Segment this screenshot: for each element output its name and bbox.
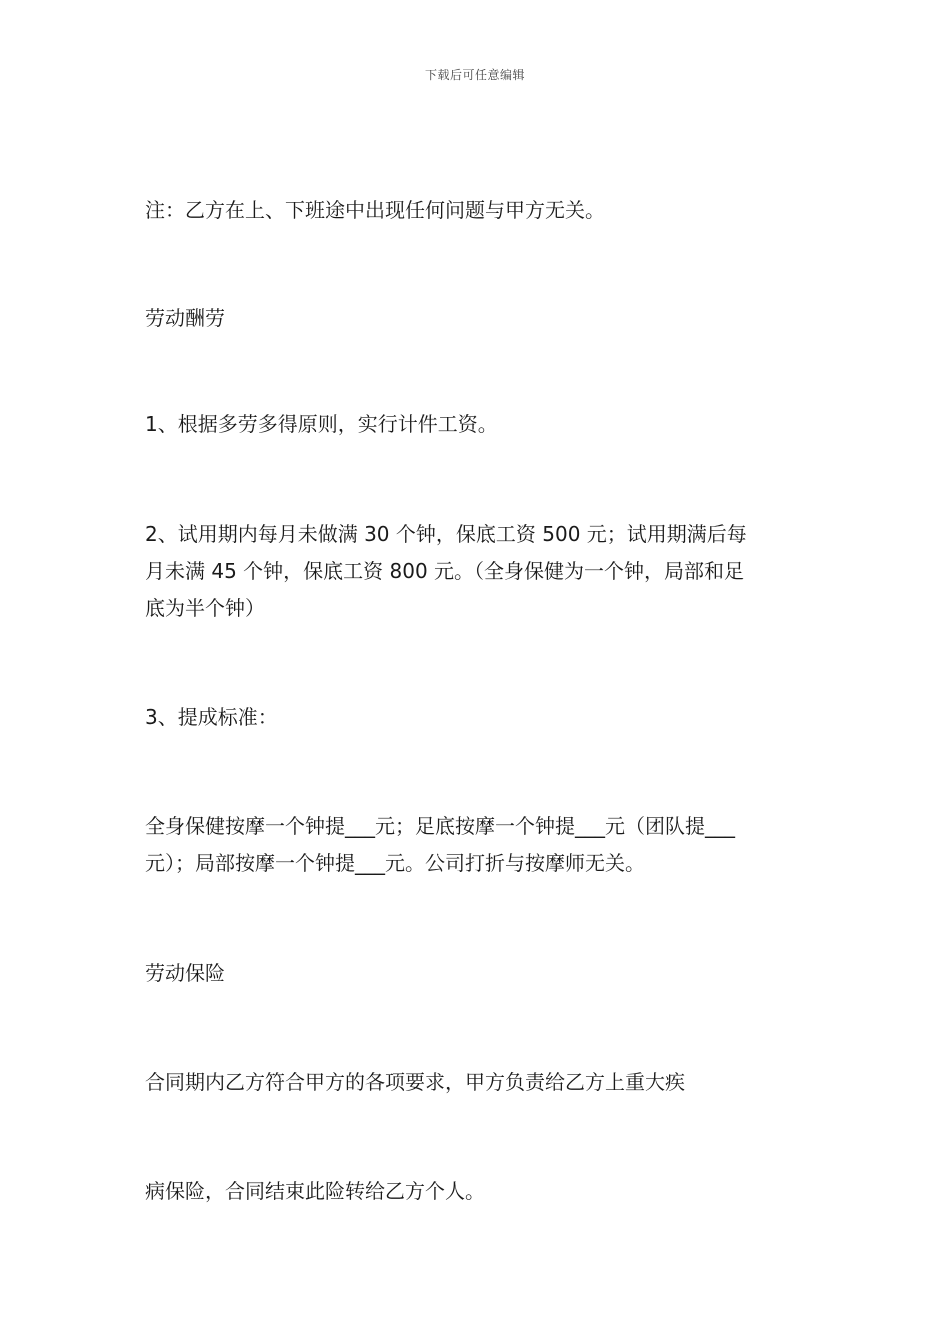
compensation-item-2-line: 月未满 45 个钟，保底工资 800 元。（全身保健为一个钟，局部和足 bbox=[145, 559, 745, 583]
section-heading-compensation: 劳动酬劳 bbox=[145, 306, 225, 330]
compensation-item-2-line: 2、试用期内每月未做满 30 个钟，保底工资 500 元；试用期满后每 bbox=[145, 522, 747, 546]
compensation-item-2-line: 底为半个钟） bbox=[145, 596, 265, 620]
commission-standard-paragraph bbox=[145, 808, 813, 882]
insurance-paragraph-line-1: 合同期内乙方符合甲方的各项要求，甲方负责给乙方上重大疾 bbox=[145, 1070, 685, 1094]
compensation-item-3: 3、提成标准： bbox=[145, 705, 278, 729]
compensation-item-2 bbox=[145, 516, 813, 627]
insurance-paragraph-line-2: 病保险，合同结束此险转给乙方个人。 bbox=[145, 1179, 485, 1203]
commission-line: 元）；局部按摩一个钟提___元。公司打折与按摩师无关。 bbox=[145, 851, 645, 875]
section-heading-insurance: 劳动保险 bbox=[145, 961, 225, 985]
commission-line: 全身保健按摩一个钟提___元；足底按摩一个钟提___元（团队提___ bbox=[145, 814, 735, 838]
page-header: 下载后可任意编辑 bbox=[424, 68, 525, 82]
note-paragraph: 注：乙方在上、下班途中出现任何问题与甲方无关。 bbox=[145, 198, 605, 222]
compensation-item-1: 1、根据多劳多得原则，实行计件工资。 bbox=[145, 412, 498, 436]
